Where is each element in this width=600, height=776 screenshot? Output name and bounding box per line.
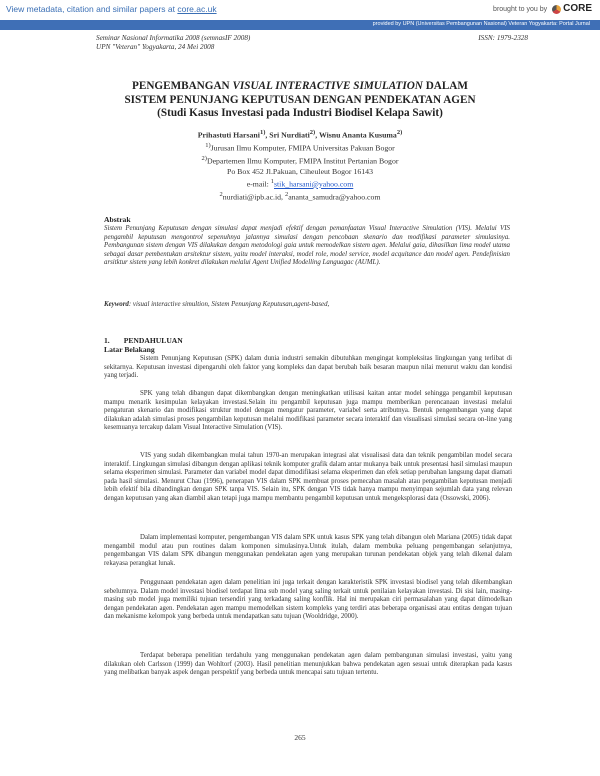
seminar-venue: UPN "Veteran" Yogyakarta, 24 Mei 2008	[96, 43, 215, 51]
core-logo-icon	[552, 5, 561, 14]
email-line-1: e-mail: $^1$stik_harsani@yahoo.com	[246, 177, 354, 189]
provided-by-text[interactable]: provided by UPN (Universitas Pembangunan Nasional) Veteran Yogyakarta: Portal Jurnal	[372, 21, 590, 27]
keywords: Keyword: visual interactive simultion, Sistem Penunjang Keputusan,agent-based,	[104, 301, 330, 308]
body-paragraph: Dalam implementasi komputer, pengembangan VIS dalam SPK untuk kasus SPK yang telah dibangun oleh Mariana (2005) tidak dapat mengambil modul atau pun routines dalam komponen simulasinya.Untuk itulah, dalam membuka peluang pengembangan selanjutnya, pengembangan VIS dalam SPK dibangun menggunakan pendekatan agen yang merupakan turunan pendekatan objek yang telah dikenal dalam rekayasa perangkat lunak.	[104, 534, 512, 567]
section-heading: 1. PENDAHULUAN	[104, 336, 183, 345]
metadata-link-text: View metadata, citation and similar papers at	[6, 4, 178, 14]
core-logo-text: CORE	[563, 3, 592, 14]
title-line-2: SISTEM PENUNJANG KEPUTUSAN DENGAN PENDEKATAN AGEN	[124, 93, 476, 106]
address: Po Box 452 Jl.Pakuan, Ciheuleut Bogor 16143	[227, 166, 373, 176]
email-line-2: $^2$nurdiati@ipb.ac.id, $^2$ananta_samudra@yahoo.com	[219, 190, 381, 202]
body-paragraph: Sistem Penunjang Keputusan (SPK) dalam dunia industri semakin dibutuhkan mengingat kompleksitas lingkungan yang terlibat di sekitarnya. Keputusan investasi dipengaruhi oleh faktor yang kompleks dan dapat berubah baik besaran maupun nilai menurut waktu dan kondisi yang terjadi.	[104, 355, 512, 380]
brought-by-text: brought to you by	[493, 6, 548, 13]
author-names: Prihastuti Harsani$^{1)}$, Sri Nurdiati$^{2)}$, Wisnu Ananta Kusuma$^{2)}$	[197, 129, 403, 140]
metadata-banner	[0, 0, 600, 20]
body-paragraph: Penggunaan pendekatan agen dalam penelitian ini juga terkait dengan karakteristik SPK investasi biodisel yang telah dikembangkan sebelumnya. Dalam model investasi biodisel terdapat lima sub model yang saling terkait untuk penilaian kelayakan investasi. Di sisi lain, masing-masing sub model juga memiliki tujuan tersendiri yang terkadang saling konflik. Hal ini merupakan ciri permasalahan yang dapat diimodelkan dengan pendekatan agen. Pendekatan agen mampu memodelkan sistem kompleks yang terdiri atas beberapa organisasi atau entitas dengan tujuan dan mekanisme kelompok yang berbeda untuk mendapatkan satu tujuan (Wooldridge, 2000).	[104, 579, 512, 621]
title-line-3: (Studi Kasus Investasi pada Industri Biodisel Kelapa Sawit)	[157, 107, 443, 119]
title-line-1: PENGEMBANGAN VISUAL INTERACTIVE SIMULATION DALAM	[132, 80, 468, 92]
body-paragraph: VIS yang sudah dikembangkan mulai tahun 1970-an merupakan integrasi alat visualisasi data dan teknik pengambilan model secara interaktif. Lingkungan simulasi dibangun dengan aplikasi teknik komputer grafik dalam antar mukanya baik untuk presentasi hasil simulasi maupun selama eksperimen simulasi. Parameter dan variabel model dapat dimodifikasi selama eksperimen dan efek setiap perubahan langsung dapat diamati pada hasil simulasi. Menurut Chau (1996), penerapan VIS dalam SPK membuat proses pemecahan masalah atau pengambilan keputusan menjadi lebih efektif bila dibandingkan dengan SPK tanpa VIS. Selain itu, SPK dengan VIS tidak hanya mampu menyimpan sejumlah data yang relevan dengan keputusan yang akan diambil akan tetapi juga mampu membantu pengambil keputusan untuk mengeksplorasi data (Ossowski, 2006).	[104, 452, 512, 502]
abstract-text: Sistem Penunjang Keputusan dengan simulasi dapat menjadi efektif dengan pemanfaatan Visual Interactive Simulation (VIS). Melalui VIS pengambil keputusan mengontrol sepenuhnya jalannya simulasi dengan pencobaan skenario dan modifikasi parameter simulasinya. Pembangunan sistem dengan VIS dilakukan dengan metodologi gaia untuk memodelkan sistem agen. Melalui gaia, dihasilkan lima model utama sebagai dasar pembentukan arsitektur sistem, yaitu model interaksi, model role, model service, model acquitance dan model agen. Pendefinisian arsitktur sistem yang lebih konkret dilakukan melalui Agent Unified Modelling Languagac (AUML).	[104, 225, 510, 267]
body-paragraph: Terdapat beberapa penelitian terdahulu yang menggunakan pendekatan agen dalam pembangunan simulasi investasi, yaitu yang dilakukan oleh Carlsson (1999) dan Wohltorf (2003). Hasil penelitian menunjukkan bahwa pendekatan agen sesuai untuk diterapkan pada kasus yang melibatkan banyak aspek dengan perspektif yang berbeda untuk mencapai satu tujuan tertentu.	[104, 652, 512, 677]
body-paragraph: SPK yang telah dibangun dapat dikembangkan dengan meningkatkan utilisasi kaitan antar model sehingga pengambil keputusan mampu menarik kesimpulan kelayakan investasi.Selain itu pengambil keputusan juga mampu memberikan perencanaan investasi melalui pengaturan skenario dan modifikasi struktur model dengan mengatur parameter, variabel serta atributnya. Bentuk pengembangan yang dapat dilakukan adalah simulasi proses pengambilan keputusan melalui modifikasi parameter secara interaktif dan visualisasi simulasi secara on-line yang kesemuanya tercakup dalam Visual Interactive Simulation (VIS).	[104, 390, 512, 432]
metadata-link[interactable]	[6, 4, 217, 14]
core-badge[interactable]	[493, 3, 592, 14]
affiliation-1: $^{1)}$Jurusan Ilmu Komputer, FMIPA Universitas Pakuan Bogor	[205, 141, 395, 153]
abstract-heading: Abstrak	[104, 215, 131, 224]
page-number: 265	[294, 733, 306, 742]
issn: ISSN: 1979-2328	[478, 34, 528, 42]
provider-bar	[0, 20, 600, 30]
affiliation-2: $^{2)}$Departemen Ilmu Komputer, FMIPA Institut Pertanian Bogor	[201, 154, 399, 166]
core-link[interactable]: core.ac.uk	[177, 4, 217, 14]
seminar-name: Seminar Nasional Informatika 2008 (semnasIF 2008)	[96, 34, 251, 42]
author-block	[60, 128, 540, 203]
paper-title	[60, 80, 540, 121]
email-link[interactable]: stik_harsani@yahoo.com	[273, 179, 354, 189]
running-header	[96, 34, 250, 52]
subsection-heading: Latar Belakang	[104, 345, 155, 354]
